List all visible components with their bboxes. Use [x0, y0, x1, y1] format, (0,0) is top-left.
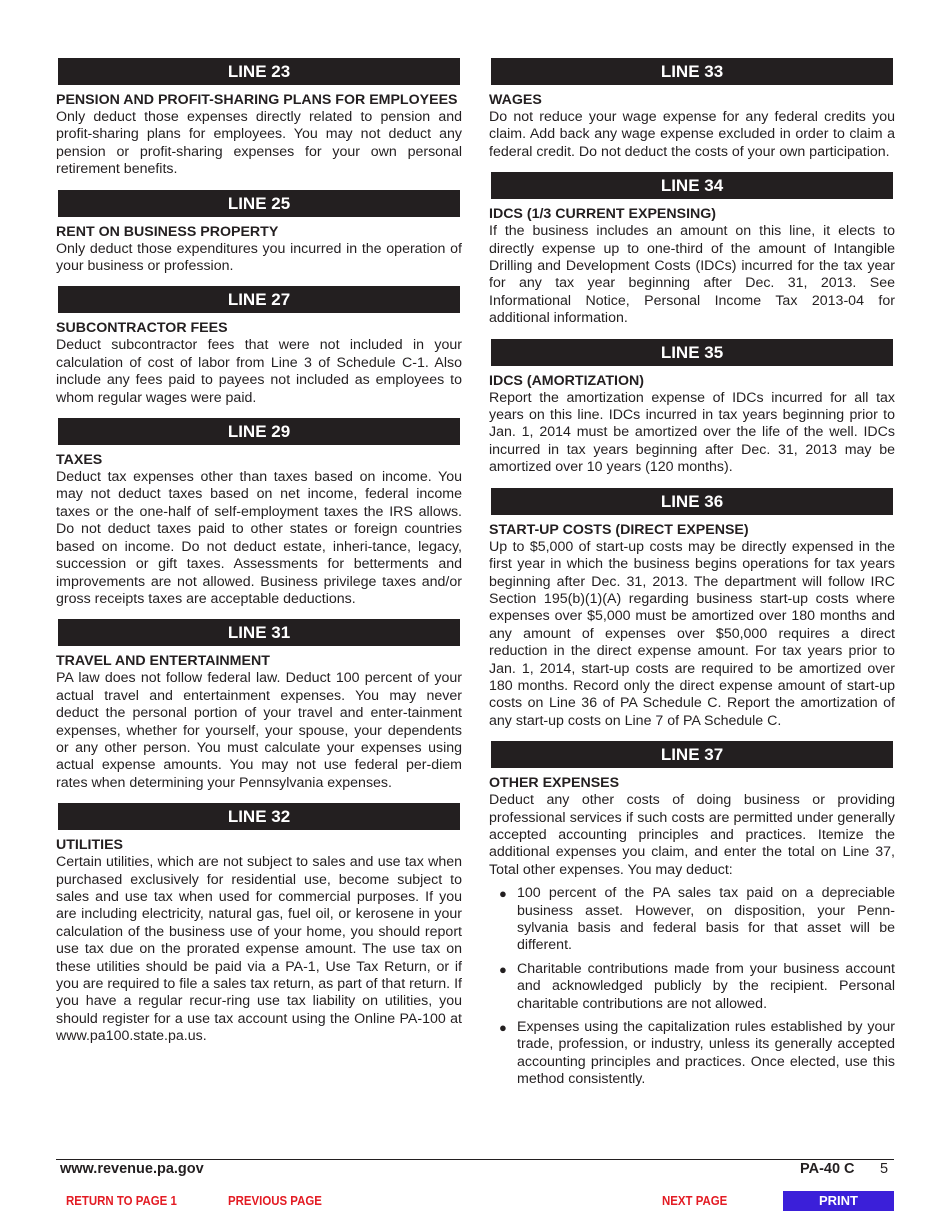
section-line-23 [56, 58, 462, 179]
left-column [56, 58, 462, 1057]
section-title: RENT ON BUSINESS PROPERTY [56, 223, 279, 240]
section-title: IDCS (1/3 CURRENT EXPENSING) [489, 206, 717, 223]
bullet-icon: ● [499, 961, 507, 977]
section-line-25 [56, 190, 462, 276]
section-header-bar: LINE 29 [58, 418, 460, 445]
section-header-bar: LINE 25 [58, 190, 460, 217]
section-header-bar: LINE 34 [491, 172, 893, 199]
section-title: OTHER EXPENSES [489, 775, 620, 792]
footer-website: www.revenue.pa.gov [60, 1161, 204, 1177]
previous-page-link[interactable]: PREVIOUS PAGE [228, 1193, 322, 1208]
section-title: WAGES [489, 92, 542, 108]
section-body: Report the amortization expense of IDCs incurred for all tax years on this line. IDCs incurred in tax years beginning prior to Jan. 1, 2014 must be amortized over the life of the well. IDCs incurred in tax years beginning after Dec. 31, 2013 may be amortized over 10 years (120 months). [489, 389, 895, 476]
section-body: Do not reduce your wage expense for any federal credits you claim. Add back any wage expense excluded in order to claim a federal credit. Do not deduct the costs of your own participation. [489, 109, 895, 160]
right-column [489, 58, 895, 1100]
next-page-link[interactable]: NEXT PAGE [662, 1193, 728, 1208]
section-title: START-UP COSTS (DIRECT EXPENSE) [489, 521, 749, 538]
section-header-bar: LINE 27 [58, 286, 460, 313]
print-button[interactable]: PRINT [783, 1191, 894, 1211]
list-item-text: 100 percent of the PA sales tax paid on a depreciable business asset. However, on disposition, your Penn-sylvania basis and federal basis for that asset will be different. [517, 885, 895, 954]
list-item [489, 885, 895, 955]
section-line-36 [489, 488, 895, 730]
bullet-icon: ● [499, 886, 507, 902]
section-header-bar: LINE 31 [58, 619, 460, 646]
section-title: UTILITIES [56, 837, 123, 854]
list-item-text: Expenses using the capitalization rules established by your trade, profession, or industry, unless its generally accepted accounting principles and practices. Once elected, use this method consistently. [517, 1019, 895, 1088]
section-body: Deduct subcontractor fees that were not included in your calculation of cost of labor from Line 3 of Schedule C-1. Also include any fees paid to payees not included as employees to whom regular wages were paid. [56, 337, 462, 406]
section-line-34 [489, 172, 895, 327]
section-body: Deduct any other costs of doing business or providing professional services if such costs are permitted under generally accepted accounting principles and practices. Itemize the additional expenses you claim, and enter the total on Line 37, Total other expenses. You may deduct: [489, 792, 895, 878]
list-item-text: Charitable contributions made from your business account and acknowledged publicly by the recipient. Personal charitable contributions are not allowed. [517, 960, 895, 1012]
return-to-page-1-link[interactable]: RETURN TO PAGE 1 [66, 1193, 177, 1208]
section-header-bar: LINE 35 [491, 339, 893, 366]
section-header-bar: LINE 37 [491, 741, 893, 768]
footer-form-id: PA-40 C [800, 1161, 855, 1177]
section-line-33 [489, 58, 895, 161]
section-title: TRAVEL AND ENTERTAINMENT [56, 653, 270, 670]
section-line-37 [489, 741, 895, 1089]
list-item [489, 1019, 895, 1089]
section-title: IDCS (AMORTIZATION) [489, 372, 644, 389]
list-item [489, 961, 895, 1013]
section-header-bar: LINE 33 [491, 58, 893, 85]
section-body: PA law does not follow federal law. Deduct 100 percent of your actual travel and entertainment expenses. You may never deduct the personal portion of your travel and enter-tainment expenses, whether for yourself, your spouse, your dependents or any other person. You must calculate your expenses using actual expense amounts. You may not use federal per-diem rates when determining your Pennsylvania expenses. [56, 670, 462, 791]
section-body: If the business includes an amount on this line, it elects to directly expense up to one-third of the amount of Intangible Drilling and Development Costs (IDCs) incurred for the tax year for any tax year beginning after Dec. 31, 2013. See Informational Notice, Personal Income Tax 2013-04 for additional information. [489, 223, 895, 327]
section-line-29 [56, 418, 462, 608]
section-body: Certain utilities, which are not subject to sales and use tax when purchased exclusively for residential use, become subject to sales and use tax when used for commercial purposes. If you are including electricity, natural gas, fuel oil, or kerosene in your calculation of the business use of your home, you should report use tax due on the prorated expense amount. The use tax on these utilities should be paid via a PA-1, Use Tax Return, or if you are required to file a sales tax return, as part of that return. If you have a regular recur-ring use tax liability on utilities, you should register for a use tax account using the Online PA-100 at www.pa100.state.pa.us. [56, 854, 462, 1045]
bullet-icon: ● [499, 1020, 507, 1036]
section-line-32 [56, 803, 462, 1045]
section-header-bar: LINE 32 [58, 803, 460, 830]
section-body: Deduct tax expenses other than taxes based on income. You may not deduct taxes based on net income, federal income taxes or the one-half of self-employment taxes the IRS allows. Do not deduct taxes paid to other states or foreign countries based on income. Do not deduct estate, inheri-tance, legacy, succession or gift taxes. Assessments for betterments and improvements are not allowed. Business privilege taxes and/or gross receipts taxes are acceptable deductions. [56, 469, 462, 607]
footer-divider [56, 1159, 894, 1160]
section-title: PENSION AND PROFIT-SHARING PLANS FOR EMPLOYEES [56, 92, 458, 108]
section-header-bar: LINE 23 [58, 58, 460, 85]
section-title: SUBCONTRACTOR FEES [56, 320, 228, 337]
section-line-31 [56, 619, 462, 792]
page-number: 5 [880, 1161, 889, 1177]
section-body: Up to $5,000 of start-up costs may be directly expensed in the first year in which the business begins operations for tax years beginning after Dec. 31, 2013. The department will follow IRC Section 195(b)(1)(A) regarding business start-up costs where expenses over $5,000 must be amortized over 180 months and any amount of expenses over $50,000 requires a direct reduction in the direct expense amount. For tax years prior to Jan. 1, 2014, start-up costs are required to be amortized over 180 months. Record only the direct expense amount of start-up costs on Line 36 of PA Schedule C. Report the amortization of any start-up costs on Line 7 of PA Schedule C. [489, 538, 895, 729]
section-line-35 [489, 339, 895, 477]
section-line-27 [56, 286, 462, 407]
section-body: Only deduct those expenditures you incurred in the operation of your business or profession. [56, 240, 462, 275]
section-title: TAXES [56, 452, 103, 469]
section-header-bar: LINE 36 [491, 488, 893, 515]
other-expenses-list [489, 885, 895, 1088]
section-body: Only deduct those expenses directly related to pension and profit-sharing plans for employees. You may not deduct any pension or profit-sharing expenses for your own personal retirement benefits. [56, 109, 462, 178]
